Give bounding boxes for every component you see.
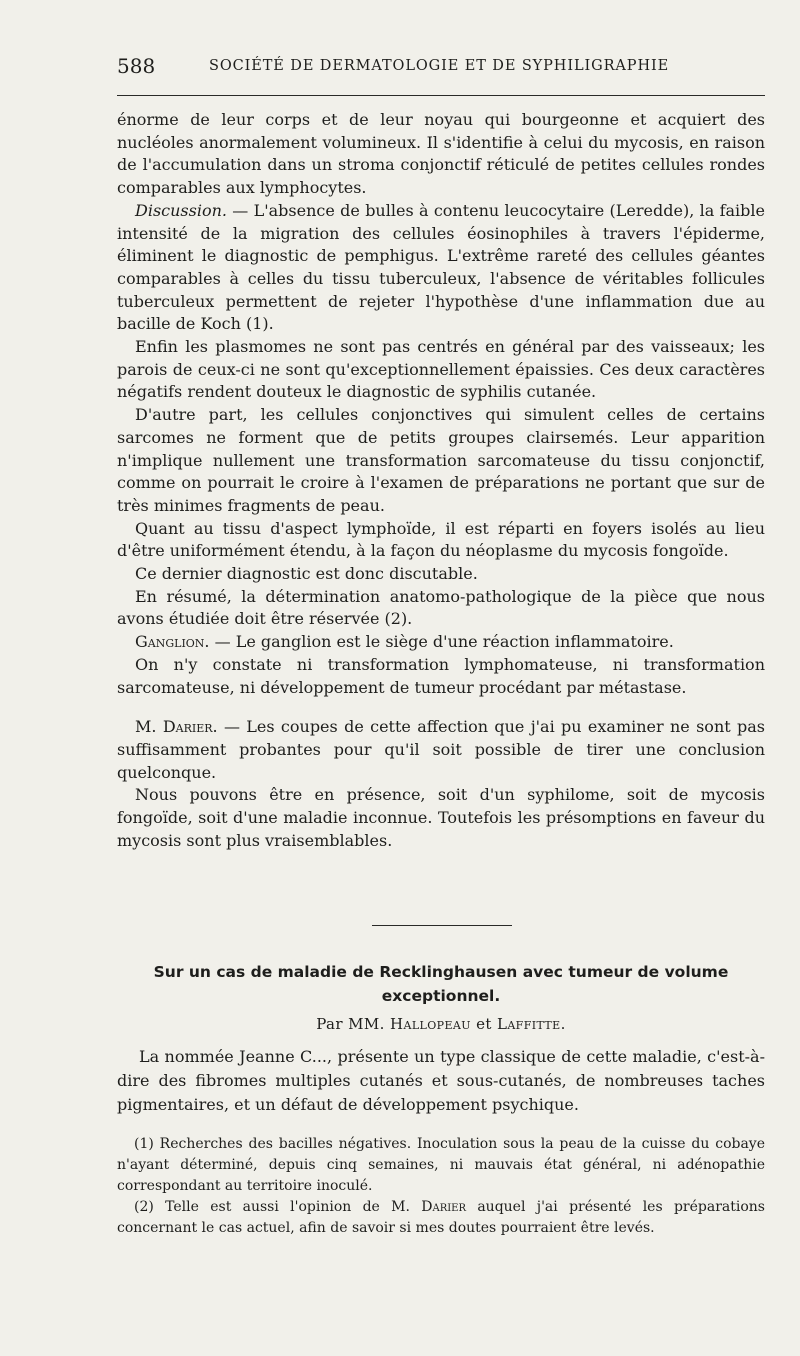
paragraph-ganglion [117,631,765,654]
author-name: Laffitte [496,1015,561,1033]
discussion-text [117,109,765,853]
paragraph-text: — L'absence de bulles à contenu leucocytaire (Leredde), la faible intensité de la migration des cellules éosinophiles à travers l'épiderme, éliminent le diagnostic de pemphigus. L'extrême rareté des cellules géantes comparables à celles du tissu tuberculeux, l'absence de véritables follicules tuberculeux permettent de rejeter l'hypothèse d'une inflammation due au bacille de Koch (1). [117,200,765,334]
page-header [117,54,765,84]
paragraph: Enfin les plasmomes ne sont pas centrés en général par des vaisseaux; les parois de ceux-ci ne sont qu'exceptionnellement épaissies. Ces deux caractères négatifs rendent douteux le diagnostic de syphilis cutanée. [117,337,765,402]
speaker-prefix: M. [135,717,163,737]
byline [117,1015,765,1033]
footnote-text: auquel j'ai présenté les préparations concernant le cas actuel, afin de savoir si mes doutes pourraient être levés. [117,1199,765,1236]
paragraph-text: — Le ganglion est le siège d'une réaction inflammatoire. [209,632,674,652]
author-name: Hallopeau [390,1015,471,1033]
paragraph: Ce dernier diagnostic est donc discutable. [135,564,478,584]
byline-and: et [470,1015,497,1033]
spacer [117,699,765,716]
paragraph-discussion [117,200,765,336]
header-rule [117,95,765,96]
footnote-2 [117,1197,765,1239]
section-divider [372,925,512,926]
paragraph-text: — Les coupes de cette affection que j'ai pu examiner ne sont pas suffisamment probantes pour qu'il soit possible de tirer une conclusion quelconque. [117,717,765,782]
discussion-heading: Discussion. [135,200,227,220]
speaker-name: Darier. [162,717,218,737]
byline-prefix: Par MM. [316,1015,390,1033]
footnotes [117,1134,765,1239]
byline-suffix: . [560,1015,566,1033]
paragraph: Nous pouvons être en présence, soit d'un syphilome, soit de mycosis fongoïde, soit d'une maladie inconnue. Toutefois les présomptions en faveur du mycosis sont plus vraisemblables. [117,785,765,850]
footnote-1: (1) Recherches des bacilles négatives. Inoculation sous la peau de la cuisse du cobaye n'ayant déterminé, depuis cinq semaines, ni mauvais état général, ni adénopathie correspondant au territoire inoculé. [117,1136,765,1194]
article-text [117,1045,765,1117]
paragraph: D'autre part, les cellules conjonctives qui simulent celles de certains sarcomes ne forment que de petits groupes clairsemés. Leur apparition n'implique nullement une transformation sarcomateuse du tissu conjonctif, comme on pourrait le croire à l'examen de préparations ne portant que sur de très minimes fragments de peau. [117,405,765,515]
footnote-text: (2) Telle est aussi l'opinion de M. [134,1199,422,1215]
ganglion-heading: Ganglion. [135,632,210,652]
page-number: 588 [117,54,156,78]
paragraph: En résumé, la détermination anatomo-pathologique de la pièce que nous avons étudiée doit être réservée (2). [117,586,765,629]
paragraph: Quant au tissu d'aspect lymphoïde, il est réparti en foyers isolés au lieu d'être uniformément étendu, à la façon du néoplasme du mycosis fongoïde. [117,518,765,561]
paragraph: On n'y constate ni transformation lymphomateuse, ni transformation sarcomateuse, ni développement de tumeur procédant par métastase. [117,654,765,697]
running-title: SOCIÉTÉ DE DERMATOLOGIE ET DE SYPHILIGRAPHIE [209,58,670,74]
paragraph-darier [117,716,765,784]
article-title: Sur un cas de maladie de Recklinghausen avec tumeur de volume exceptionnel. [153,963,729,1005]
paragraph: La nommée Jeanne C..., présente un type classique de cette maladie, c'est-à-dire des fibromes multiples cutanés et sous-cutanés, de nombreuses taches pigmentaires, et un défaut de développement psychique. [117,1047,765,1114]
footnote-name: Darier [421,1199,467,1215]
paragraph: énorme de leur corps et de leur noyau qui bourgeonne et acquiert des nucléoles anormalement volumineux. Il s'identifie à celui du mycosis, en raison de l'accumulation dans un stroma conjonctif réticulé de petites cellules rondes comparables aux lymphocytes. [117,110,765,198]
